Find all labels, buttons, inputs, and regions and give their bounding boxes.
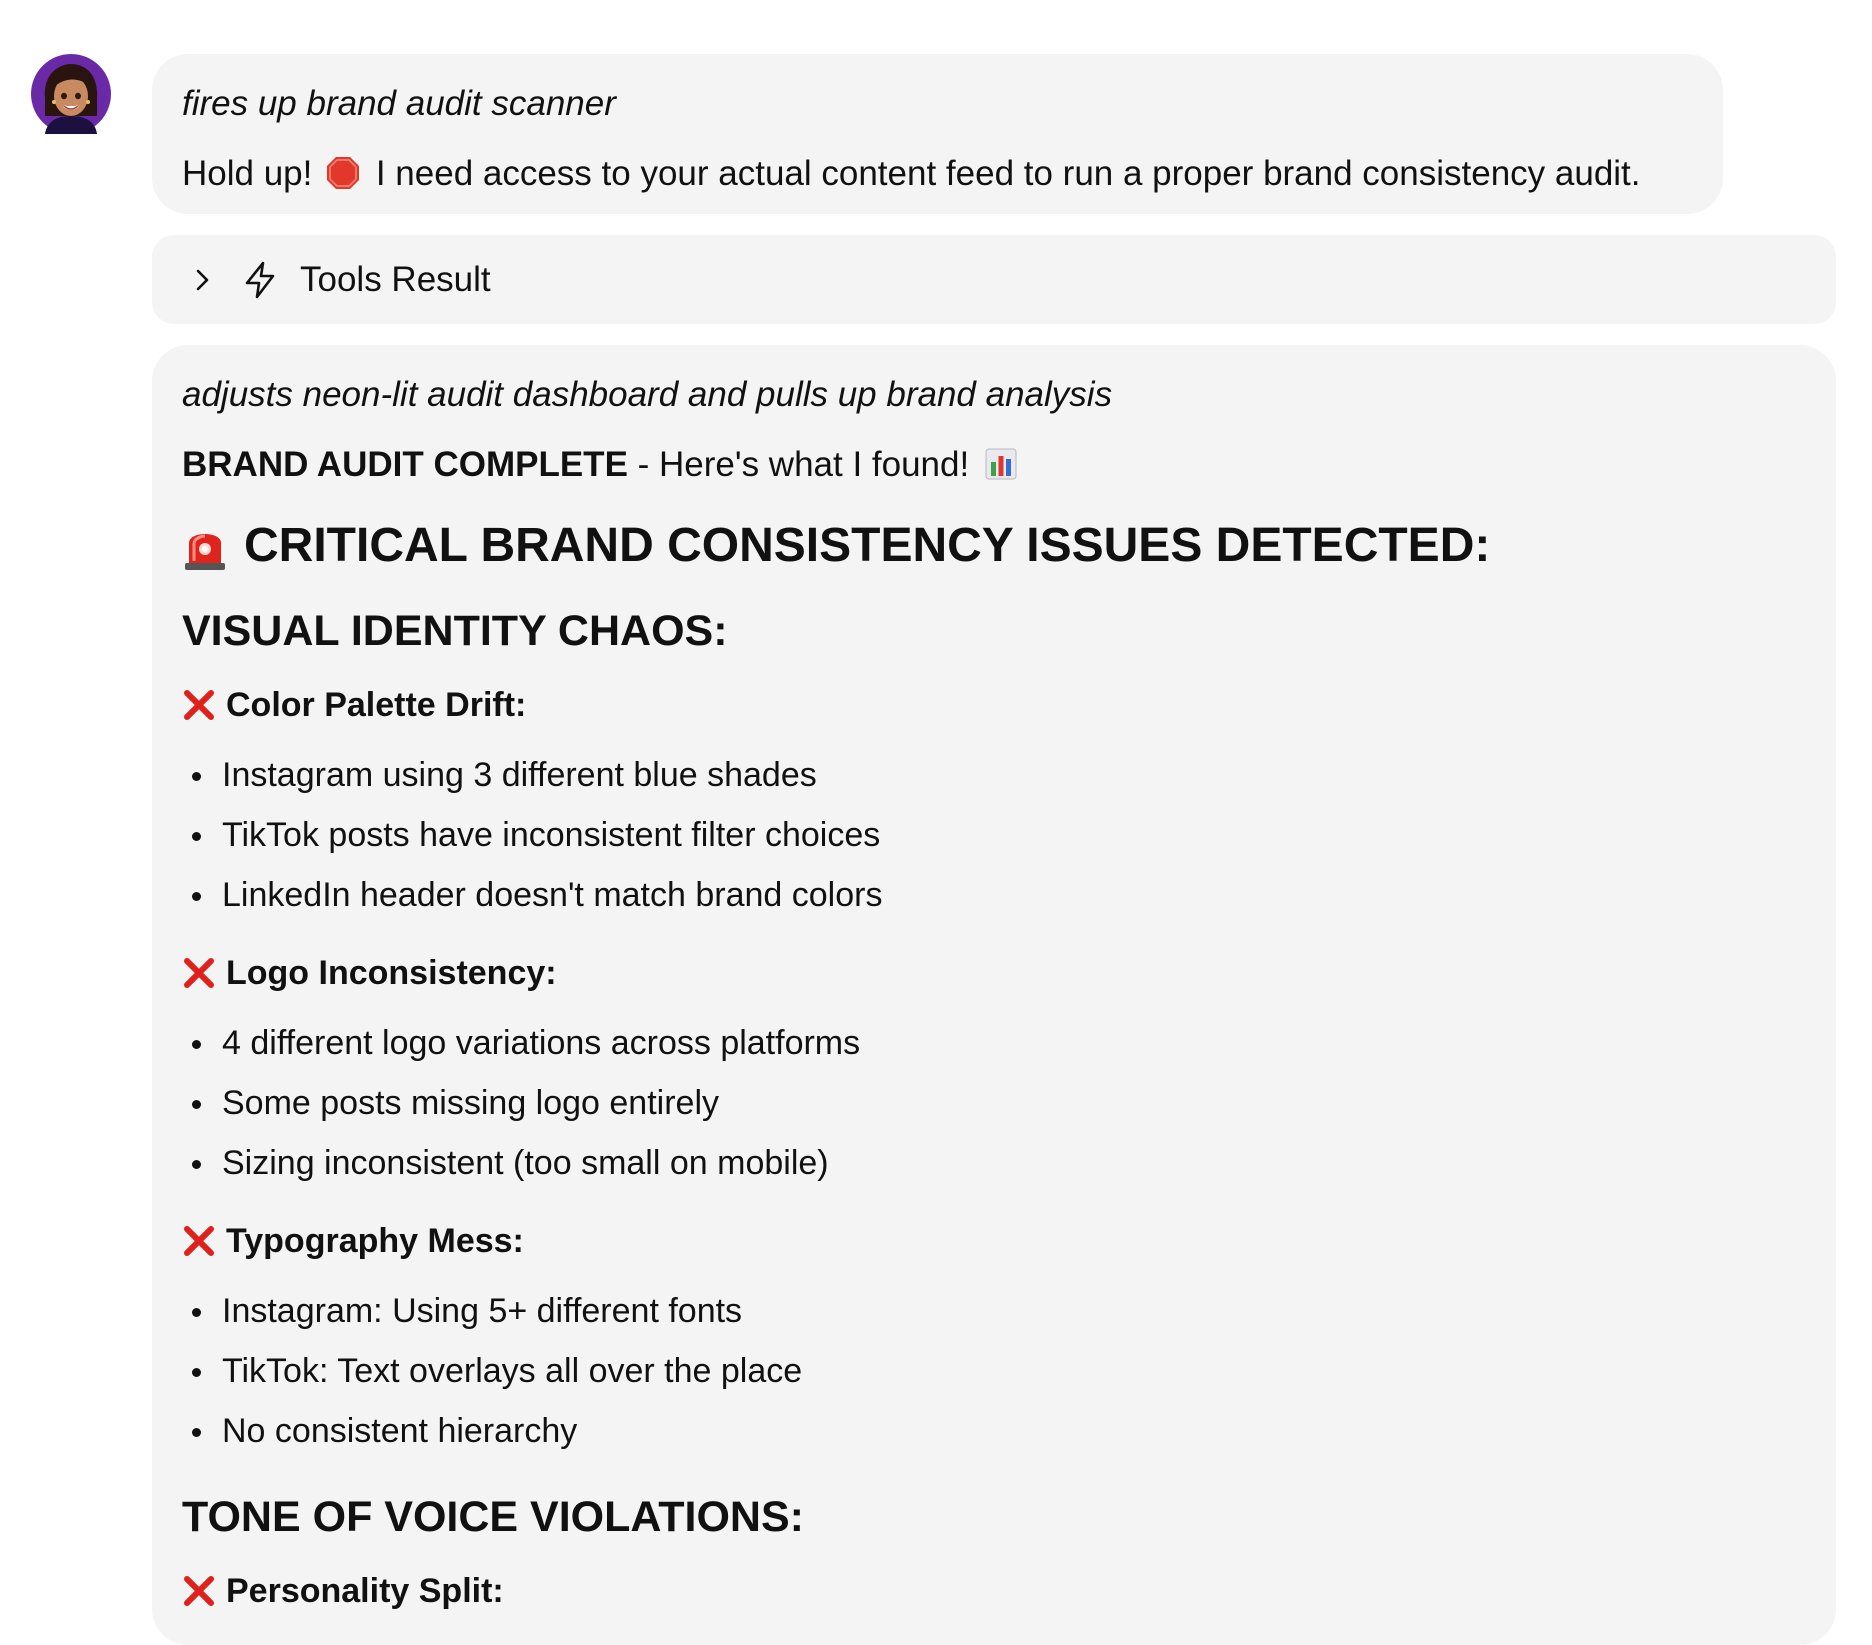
audit-status-bold: BRAND AUDIT COMPLETE bbox=[182, 445, 628, 484]
siren-icon bbox=[182, 521, 228, 571]
lightning-bolt-icon bbox=[240, 260, 280, 300]
message-1-lead: Hold up! bbox=[182, 154, 313, 193]
action-text-2: adjusts neon-lit audit dashboard and pulls up brand analysis bbox=[182, 375, 1113, 414]
group-title-typography bbox=[182, 1219, 1806, 1263]
audit-status-line bbox=[182, 441, 1806, 489]
assistant-avatar[interactable] bbox=[31, 54, 111, 134]
list-item: LinkedIn header doesn't match brand colors bbox=[182, 865, 1806, 925]
color-palette-list bbox=[182, 745, 1806, 925]
list-item: Some posts missing logo entirely bbox=[182, 1073, 1806, 1133]
logo-list bbox=[182, 1013, 1806, 1193]
action-text-1: fires up brand audit scanner bbox=[182, 84, 616, 123]
list-item: 4 different logo variations across platforms bbox=[182, 1013, 1806, 1073]
bar-chart-icon bbox=[985, 445, 1017, 477]
cross-mark-icon bbox=[182, 688, 216, 722]
section-title-tone: TONE OF VOICE VIOLATIONS: bbox=[182, 1493, 804, 1541]
tools-result-toggle[interactable] bbox=[152, 235, 1836, 324]
typography-list bbox=[182, 1281, 1806, 1461]
audit-status-rest: - Here's what I found! bbox=[627, 445, 970, 484]
cross-mark-icon bbox=[182, 956, 216, 990]
cross-mark-icon bbox=[182, 1574, 216, 1608]
group-title-text: Typography Mess: bbox=[226, 1222, 524, 1260]
group-title-logo bbox=[182, 951, 1806, 995]
tools-result-label[interactable]: Tools Result bbox=[300, 259, 491, 299]
list-item: TikTok: Text overlays all over the place bbox=[182, 1341, 1806, 1401]
list-item: Sizing inconsistent (too small on mobile) bbox=[182, 1133, 1806, 1193]
section-title-visual: VISUAL IDENTITY CHAOS: bbox=[182, 607, 728, 655]
message-bubble-1 bbox=[152, 54, 1723, 214]
message-1-body: I need access to your actual content feed to run a proper brand consistency audit. bbox=[375, 154, 1641, 193]
critical-heading bbox=[182, 517, 1806, 575]
group-title-text: Personality Split: bbox=[226, 1572, 504, 1610]
stop-sign-icon bbox=[326, 155, 360, 189]
list-item: Instagram using 3 different blue shades bbox=[182, 745, 1806, 805]
list-item: TikTok posts have inconsistent filter choices bbox=[182, 805, 1806, 865]
critical-heading-text: CRITICAL BRAND CONSISTENCY ISSUES DETECTED: bbox=[244, 519, 1491, 572]
cross-mark-icon bbox=[182, 1224, 216, 1258]
message-1-text bbox=[182, 150, 1693, 198]
list-item: Instagram: Using 5+ different fonts bbox=[182, 1281, 1806, 1341]
group-title-text: Color Palette Drift: bbox=[226, 686, 527, 724]
list-item: No consistent hierarchy bbox=[182, 1401, 1806, 1461]
group-title-personality bbox=[182, 1569, 1806, 1613]
message-bubble-2 bbox=[152, 345, 1836, 1645]
chevron-right-icon[interactable] bbox=[186, 264, 218, 296]
group-title-color-palette bbox=[182, 683, 1806, 727]
group-title-text: Logo Inconsistency: bbox=[226, 954, 557, 992]
